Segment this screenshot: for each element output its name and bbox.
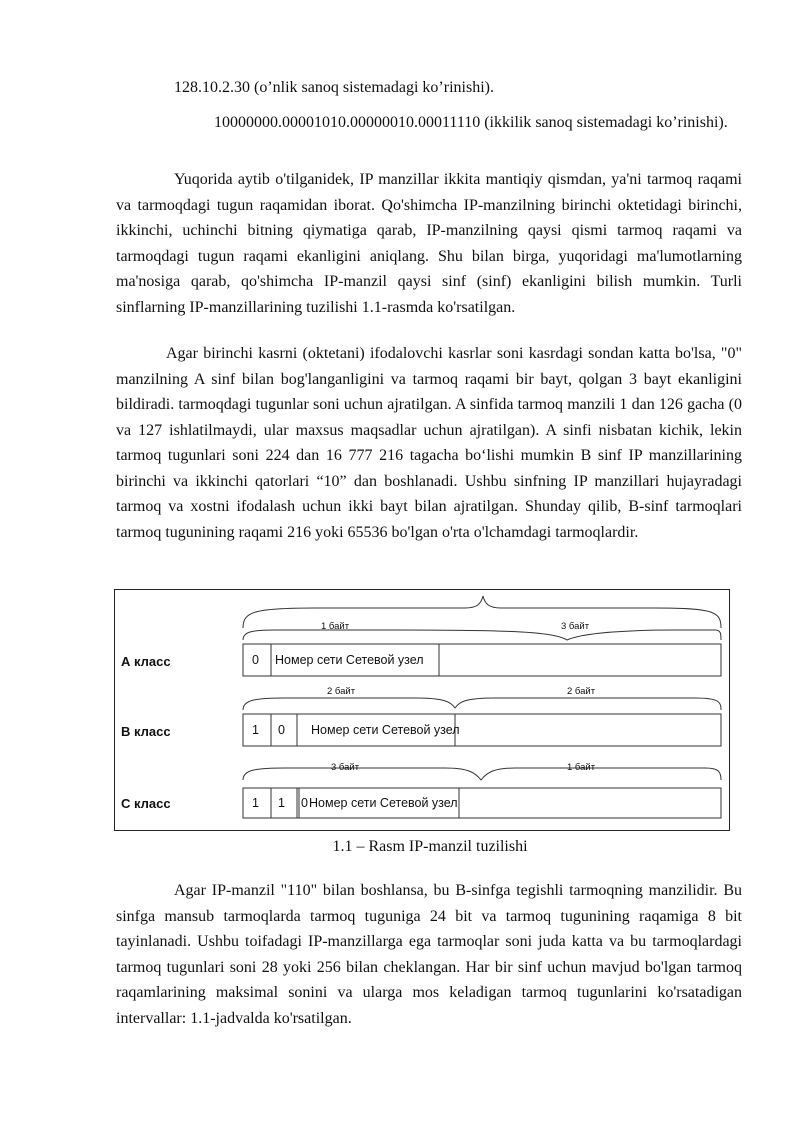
- row-a-right-bytes: 3 байт: [561, 621, 590, 632]
- row-c-brace: [243, 768, 721, 780]
- row-b-left-bytes: 2 байт: [327, 686, 356, 697]
- row-a-bit-1: 0: [252, 653, 259, 667]
- row-b-label: В класс: [121, 724, 171, 739]
- paragraph-ip-parts: Yuqorida aytib o'tilganidek, IP manzillar ikkita mantiqiy qismdan, ya'ni tarmoq raqami va tarmoqdagi tugun raqamidan iborat. Qo'shimcha IP-manzilning birinchi oktetidagi birinchi, ikkinchi, uchinchi bitning qiymatiga qarab, IP-manzilning qaysi qismi tarmoq raqami va tarmoqdagi tugun raqami ekanligini aniqlang. Shu bilan birga, yuqoridagi ma'lumotlarning ma'nosiga qarab, qo'shimcha IP-manzil qaysi sinf (sinf) ekanligini bilish mumkin. Turli sinflarning IP-manzillarining tuzilishi 1.1-rasmda ko'rsatilgan.: [116, 171, 742, 316]
- ip-structure-figure: [114, 589, 730, 831]
- figure-caption: 1.1 – Rasm IP-manzil tuzilishi: [332, 838, 528, 855]
- row-b-brace: [243, 698, 721, 710]
- row-a-brace: [243, 630, 721, 640]
- row-c-bit-2: 1: [278, 796, 285, 810]
- paragraph-class-c: Agar IP-manzil "110" bilan boshlansa, bu B-sinfga tegishli tarmoqning manzilidir. Bu sinfga mansub tarmoqlarda tarmoq tuguniga 24 bit va tarmoq tugunining raqamiga 8 bit tayinlanadi. Ushbu toifadagi IP-manzillarga ega tarmoqlar soni juda katta va bu tarmoqlardagi tarmoq tugunlari soni 28 yoki 256 bilan cheklangan. Har bir sinf uchun mavjud bo'lgan tarmoq raqamlarining maksimal sonini va ularga mos keladigan tarmoq tugunlarini ko'rsatadigan intervallar: 1.1-jadvalda ko'rsatilgan.: [116, 882, 742, 1027]
- row-c-left-bytes: 3 байт: [331, 762, 360, 773]
- row-c-label: С класс: [121, 796, 171, 811]
- row-a-left-bytes: 1 байт: [321, 621, 350, 632]
- row-b-fields: Номер сети Сетевой узел: [311, 723, 460, 737]
- paragraph-class-a-b: Agar birinchi kasrni (oktetani) ifodalovchi kasrlar soni kasrdagi sondan katta bo'lsa, "0" manzilning A sinf bilan bog'langanligini va tarmoq raqami bir bayt, qolgan 3 bayt ekanligini bildiradi. tarmoqdagi tugunlar soni uchun ajratilgan. A sinfida tarmoq manzili 1 dan 126 gacha (0 va 127 ishlatilmaydi, ular maxsus maqsadlar uchun ajratilgan). A sinfi nisbatan kichik, lekin tarmoq tugunlari soni 224 dan 16 777 216 tagacha bo‘lishi mumkin B sinf IP manzillarining birinchi va ikkinchi qatorlari “10” dan boshlanadi. Ushbu sinfning IP manzillari hujayradagi tarmoq va xostni ifodalash uchun ikki bayt bilan ajratilgan. Shunday qilib, B-sinf tarmoqlari tarmoq tugunining raqami 216 yoki 65536 bo'lgan o'rta o'lchamdagi tarmoqlardir.: [116, 345, 742, 541]
- row-a-fields: Номер сети Сетевой узел: [275, 653, 424, 667]
- row-b-bit-2: 0: [278, 723, 285, 737]
- row-c-bit-3: 0: [301, 796, 308, 810]
- row-c-bit-1: 1: [252, 796, 259, 810]
- ip-structure-diagram: [115, 590, 731, 832]
- row-b-right-bytes: 2 байт: [567, 686, 596, 697]
- row-c-right-bytes: 1 байт: [567, 762, 596, 773]
- decimal-notation: 128.10.2.30 (o’nlik sanoq sistemadagi ko’rinishi).: [174, 79, 494, 96]
- outer-brace: [243, 596, 721, 628]
- row-c-fields: Номер сети Сетевой узел: [309, 796, 458, 810]
- binary-notation: 10000000.00001010.00000010.00011110 (ikkilik sanoq sistemadagi ko’rinishi).: [214, 114, 728, 131]
- row-b-bit-1: 1: [252, 723, 259, 737]
- row-a-label: А класс: [121, 654, 171, 669]
